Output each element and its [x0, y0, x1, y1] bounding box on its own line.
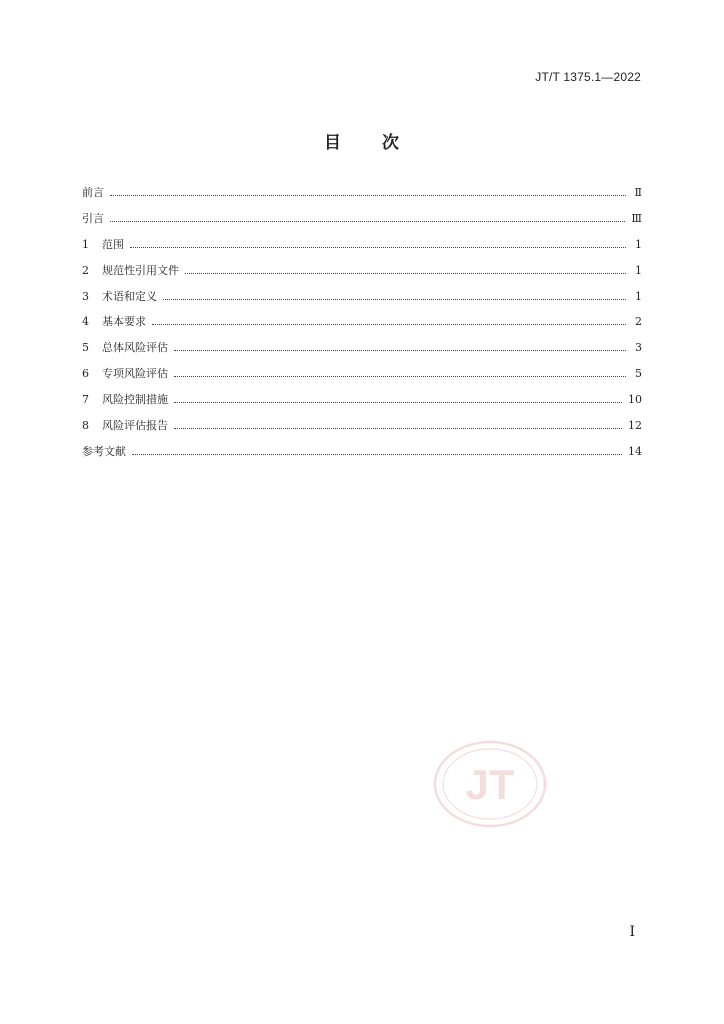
toc-section-number: 3	[82, 289, 89, 303]
toc-label: 规范性引用文件	[102, 263, 179, 277]
toc-row[interactable]	[82, 313, 642, 339]
toc-leader-dots	[110, 221, 625, 222]
toc-row[interactable]	[82, 391, 642, 417]
toc-section-number: 8	[82, 419, 89, 433]
toc-page-number: 5	[635, 367, 642, 381]
toc-page-number: 1	[635, 263, 642, 277]
toc-label: 术语和定义	[102, 289, 157, 303]
toc-leader-dots	[174, 402, 622, 403]
toc-leader-dots	[174, 428, 622, 429]
toc-label: 风险控制措施	[102, 393, 168, 407]
toc-label: 基本要求	[102, 315, 146, 329]
jt-logo-watermark	[433, 740, 547, 828]
toc-section-number: 5	[82, 341, 89, 355]
toc-page-number: Ⅲ	[631, 211, 642, 225]
toc-row[interactable]	[82, 210, 642, 236]
toc-row[interactable]	[82, 262, 642, 288]
toc-row[interactable]	[82, 443, 642, 469]
toc-leader-dots	[174, 376, 626, 377]
toc-row[interactable]	[82, 339, 642, 365]
toc-row[interactable]	[82, 236, 642, 262]
toc-section-number: 2	[82, 263, 89, 277]
toc-leader-dots	[174, 350, 626, 351]
toc-label: 参考文献	[82, 444, 126, 458]
toc-page-number: 1	[635, 237, 642, 251]
toc-page-number: 14	[628, 444, 642, 458]
title-part-2: 次	[382, 133, 400, 153]
toc-row[interactable]	[82, 288, 642, 314]
toc-section-number: 1	[82, 237, 89, 251]
title-part-1: 目	[324, 133, 342, 153]
toc-leader-dots	[152, 324, 626, 325]
standard-code: JT/T 1375.1—2022	[535, 70, 641, 84]
toc-section-number: 4	[82, 315, 89, 329]
toc-page-number: 10	[628, 393, 642, 407]
watermark-text: JT	[465, 761, 515, 808]
toc-label: 前言	[82, 186, 104, 199]
toc-label: 引言	[82, 211, 104, 225]
toc-section-number: 7	[82, 393, 89, 407]
toc-section-number: 6	[82, 367, 89, 381]
toc-page-number: 2	[635, 315, 642, 329]
toc-label: 风险评估报告	[102, 419, 168, 433]
toc-label: 范围	[102, 237, 124, 251]
toc-page-number: 1	[635, 289, 642, 303]
toc-page-number: Ⅱ	[634, 186, 642, 199]
toc-page-number: 12	[628, 419, 642, 433]
toc-page-number: 3	[635, 341, 642, 355]
toc-leader-dots	[132, 454, 622, 455]
table-of-contents	[82, 184, 642, 469]
toc-label: 总体风险评估	[102, 341, 168, 355]
toc-row[interactable]	[82, 184, 642, 210]
toc-leader-dots	[130, 247, 626, 248]
toc-row[interactable]	[82, 417, 642, 443]
page-title	[0, 128, 724, 153]
toc-leader-dots	[185, 273, 626, 274]
toc-leader-dots	[163, 299, 626, 300]
page-number: I	[629, 924, 635, 940]
toc-leader-dots	[110, 195, 626, 196]
toc-row[interactable]	[82, 365, 642, 391]
toc-label: 专项风险评估	[102, 367, 168, 381]
